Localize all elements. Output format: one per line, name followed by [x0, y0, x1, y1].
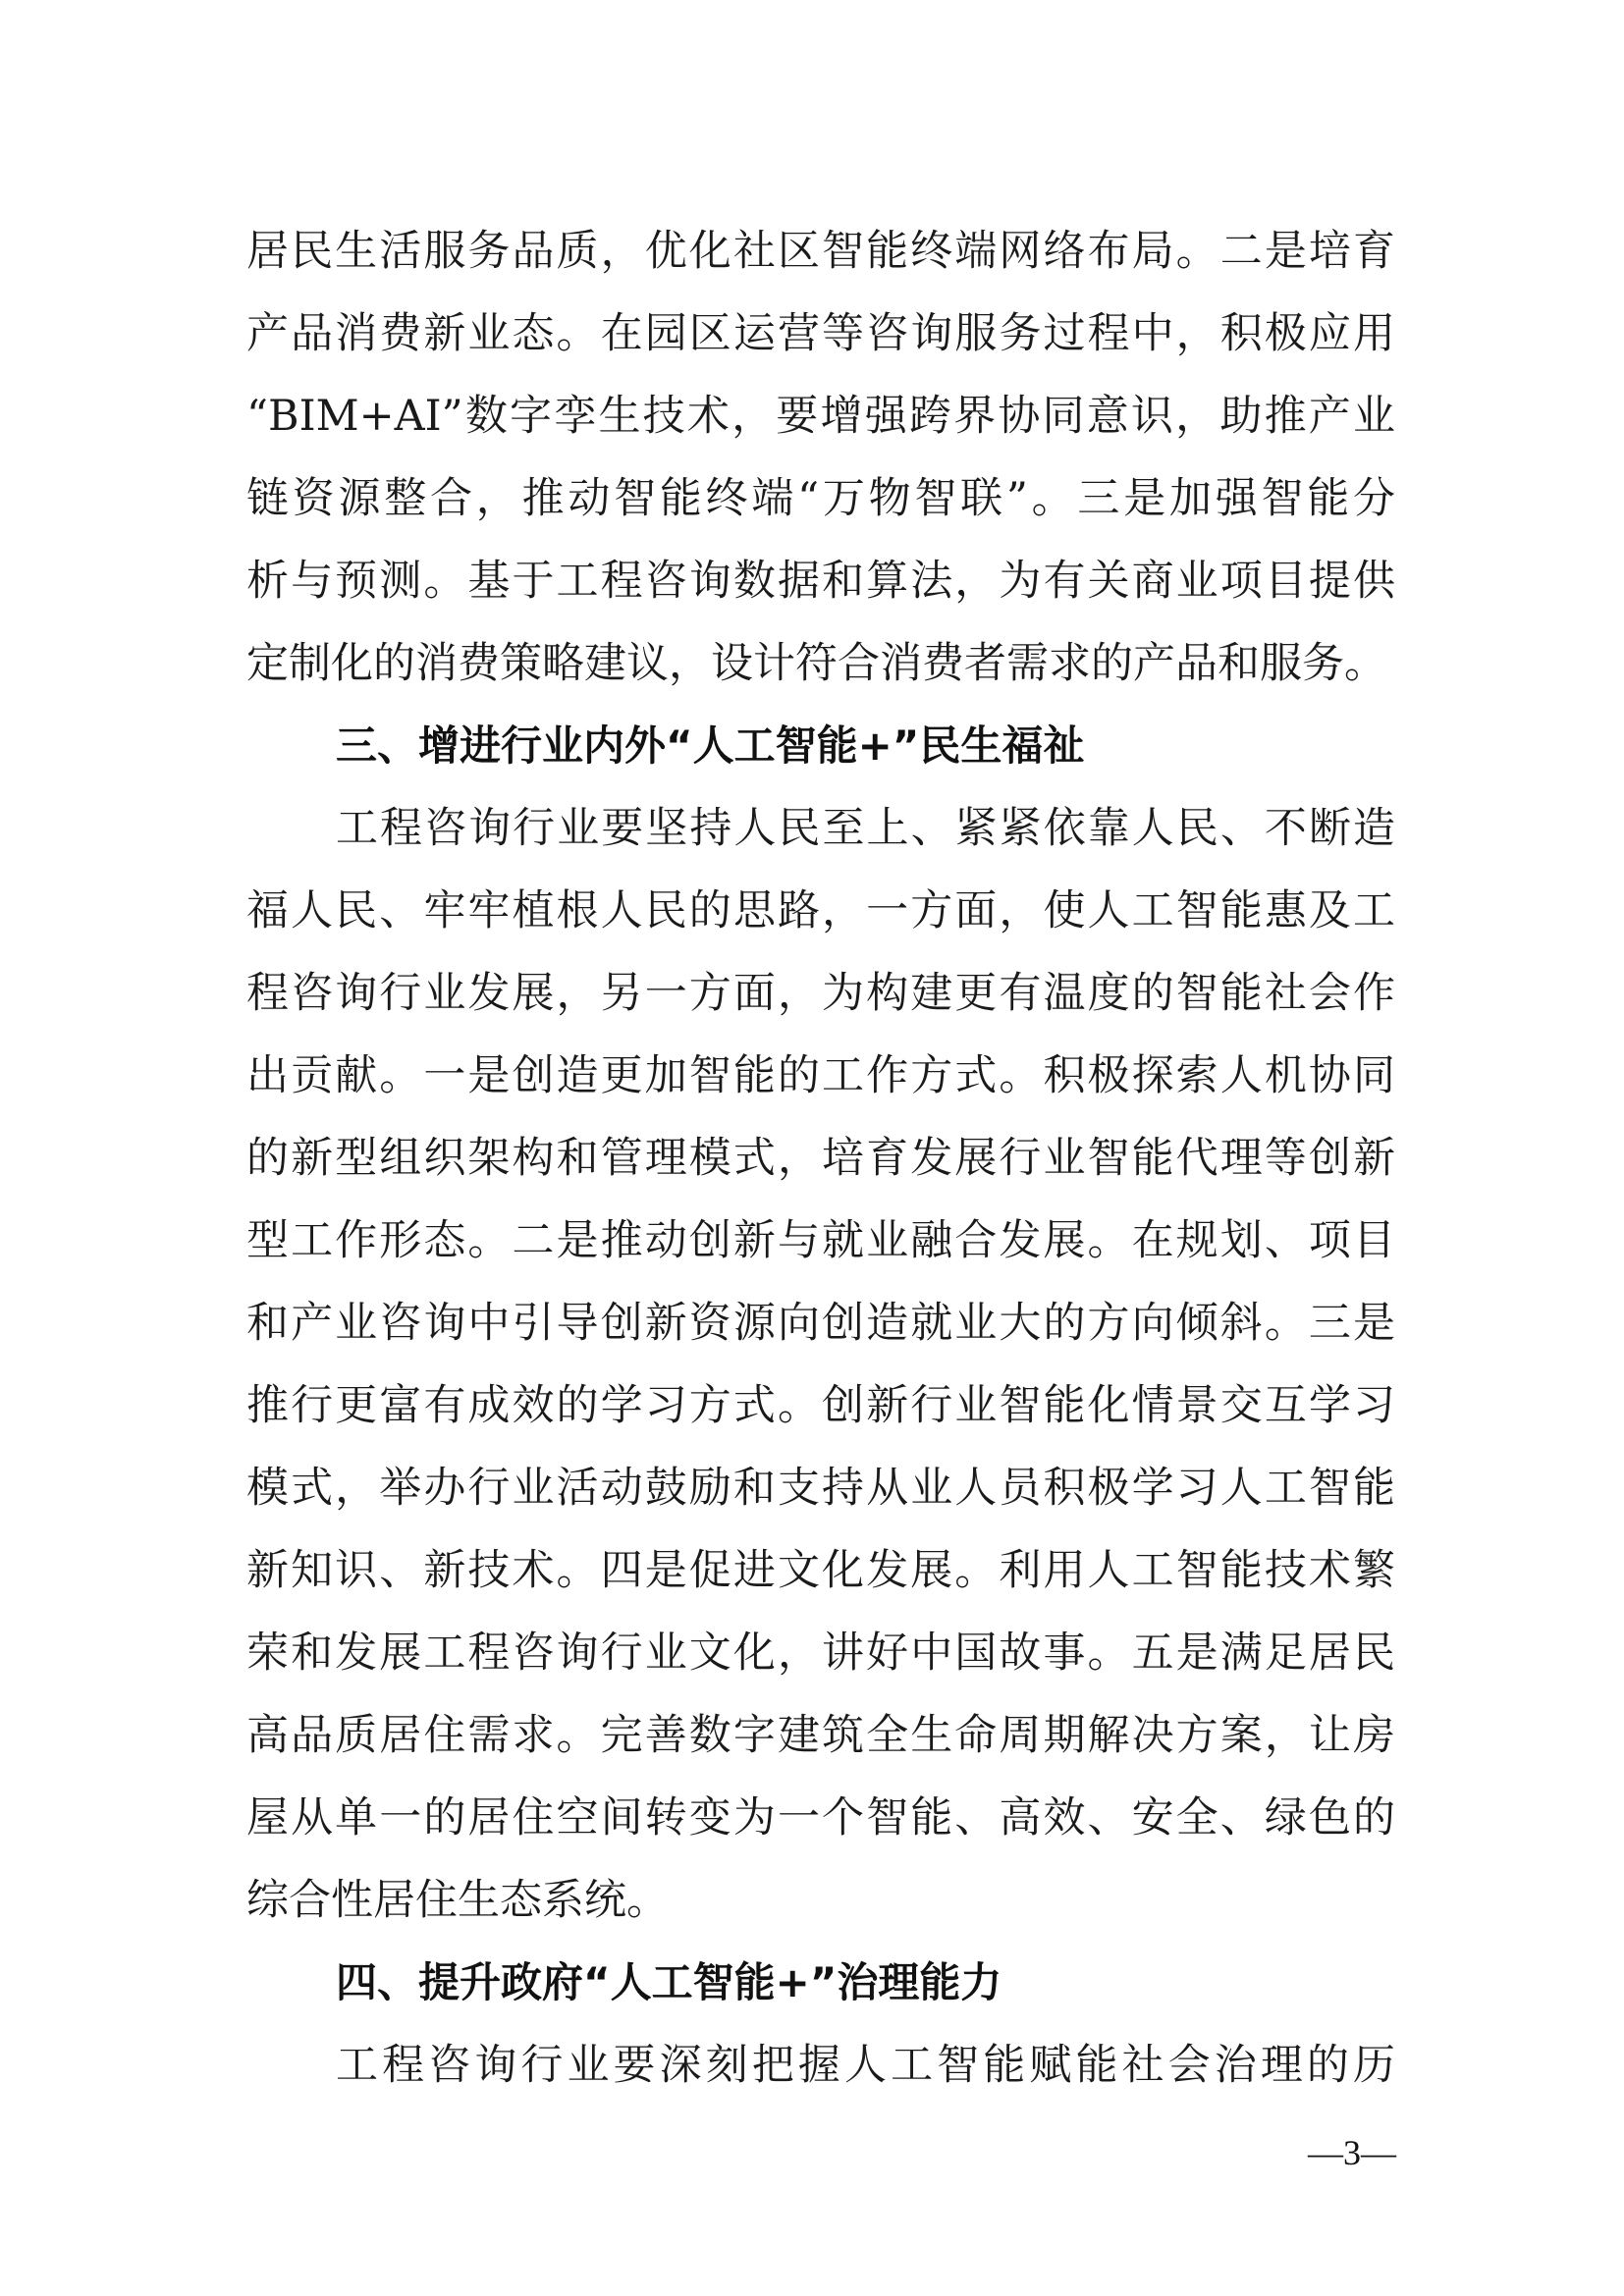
- body-text-line: 和产业咨询中引导创新资源向创造就业大的方向倾斜。三是: [246, 1299, 1395, 1348]
- body-text-line: 型工作形态。二是推动创新与就业融合发展。在规划、项目: [246, 1216, 1395, 1265]
- body-text-line: 新知识、新技术。四是促进文化发展。利用人工智能技术繁: [246, 1546, 1395, 1595]
- page-number: —3—: [1308, 2133, 1396, 2172]
- body-text-line: 产品消费新业态。在园区运营等咨询服务过程中，积极应用: [246, 309, 1395, 358]
- body-text-line: 高品质居住需求。完善数字建筑全生命周期解决方案，让房: [246, 1711, 1395, 1760]
- body-text-line: 模式，举办行业活动鼓励和支持从业人员积极学习人工智能: [246, 1464, 1395, 1513]
- section-heading-three: 三、增进行业内外“人工智能+”民生福祉: [336, 721, 1085, 770]
- body-text-line: 推行更富有成效的学习方式。创新行业智能化情景交互学习: [246, 1381, 1395, 1430]
- body-text-line: 链资源整合，推动智能终端“万物智联”。三是加强智能分: [246, 474, 1395, 523]
- body-text-line: 程咨询行业发展，另一方面，为构建更有温度的智能社会作: [246, 969, 1395, 1018]
- body-text-line: 屋从单一的居住空间转变为一个智能、高效、安全、绿色的: [246, 1793, 1395, 1842]
- body-text-line: 定制化的消费策略建议，设计符合消费者需求的产品和服务。: [246, 639, 1386, 688]
- body-text-line: 荣和发展工程咨询行业文化，讲好中国故事。五是满足居民: [246, 1629, 1395, 1678]
- body-text-line: 工程咨询行业要坚持人民至上、紧紧依靠人民、不断造: [336, 804, 1395, 853]
- body-text-line: 综合性居住生态系统。: [246, 1876, 669, 1925]
- body-text-line: 析与预测。基于工程咨询数据和算法，为有关商业项目提供: [246, 557, 1395, 606]
- body-text-line: 福人民、牢牢植根人民的思路，一方面，使人工智能惠及工: [246, 886, 1395, 935]
- body-text-line: “BIM+AI”数字孪生技术，要增强跨界协同意识，助推产业: [246, 392, 1395, 441]
- body-text-line: 工程咨询行业要深刻把握人工智能赋能社会治理的历: [336, 2041, 1395, 2090]
- body-text-line: 居民生活服务品质，优化社区智能终端网络布局。二是培育: [246, 227, 1395, 276]
- body-text-line: 出贡献。一是创造更加智能的工作方式。积极探索人机协同: [246, 1051, 1395, 1100]
- body-text-line: 的新型组织架构和管理模式，培育发展行业智能代理等创新: [246, 1134, 1395, 1183]
- section-heading-four: 四、提升政府“人工智能+”治理能力: [336, 1958, 1002, 2006]
